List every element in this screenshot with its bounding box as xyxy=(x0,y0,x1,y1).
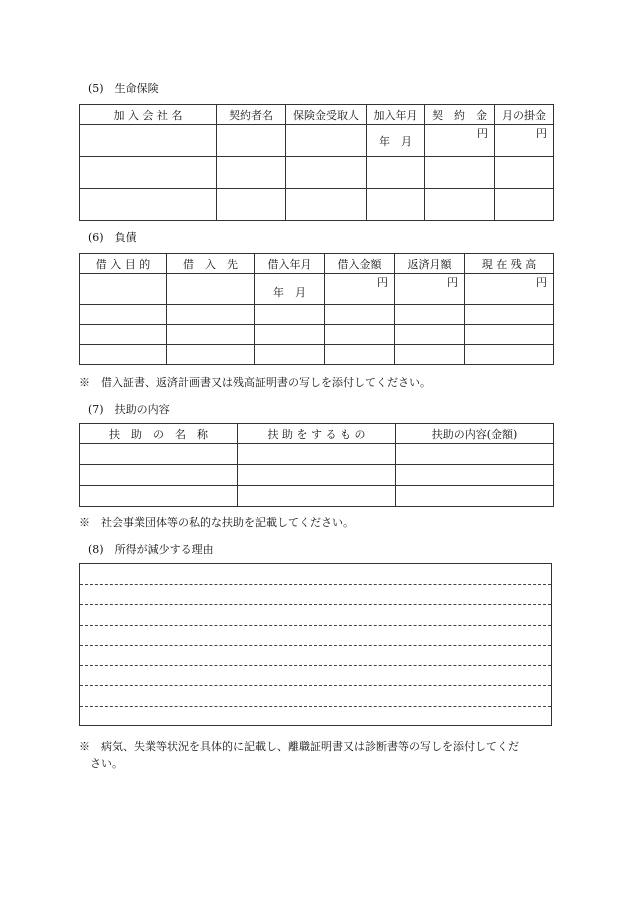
col-header-balance: 現 在 残 高 xyxy=(465,254,554,274)
cell-provider[interactable] xyxy=(238,465,396,486)
life-insurance-table xyxy=(79,104,554,221)
col-header-contractor: 契約者名 xyxy=(217,105,286,125)
col-header-contract-amount: 契 約 金 xyxy=(425,105,495,125)
assistance-table xyxy=(79,423,554,507)
cell-beneficiary[interactable] xyxy=(286,189,367,221)
cell-contractor[interactable] xyxy=(217,157,286,189)
cell-assistance-content[interactable] xyxy=(396,444,554,465)
cell-borrow-amount[interactable] xyxy=(325,325,395,345)
cell-borrow-date[interactable] xyxy=(255,325,325,345)
table-row xyxy=(80,486,554,507)
table-row xyxy=(80,157,554,189)
cell-beneficiary[interactable] xyxy=(286,157,367,189)
ruled-line xyxy=(80,645,551,646)
col-header-monthly-repayment: 返済月額 xyxy=(395,254,465,274)
section6-heading: (6) 負債 xyxy=(88,231,137,244)
cell-provider[interactable] xyxy=(238,444,396,465)
table-row xyxy=(80,465,554,486)
table-row xyxy=(80,325,554,345)
section8-heading: (8) 所得が減少する理由 xyxy=(88,543,214,556)
cell-company[interactable] xyxy=(80,189,217,221)
reason-text-area[interactable] xyxy=(79,563,552,726)
section7-note: ※ 社会事業団体等の私的な扶助を記載してください。 xyxy=(79,516,354,529)
cell-lender[interactable] xyxy=(167,345,255,365)
cell-monthly-premium[interactable] xyxy=(495,157,554,189)
col-header-borrow-date: 借入年月 xyxy=(255,254,325,274)
table-row xyxy=(80,345,554,365)
cell-assistance-name[interactable] xyxy=(80,444,238,465)
cell-contract-amount[interactable] xyxy=(425,157,495,189)
cell-monthly-repayment[interactable]: 円 xyxy=(395,274,465,305)
cell-borrow-amount[interactable]: 円 xyxy=(325,274,395,305)
cell-assistance-content[interactable] xyxy=(396,486,554,507)
cell-company[interactable] xyxy=(80,125,217,157)
cell-monthly-premium[interactable] xyxy=(495,189,554,221)
cell-monthly-premium[interactable]: 円 xyxy=(495,125,554,157)
cell-assistance-content[interactable] xyxy=(396,465,554,486)
cell-purpose[interactable] xyxy=(80,274,167,305)
cell-purpose[interactable] xyxy=(80,345,167,365)
ruled-line xyxy=(80,604,551,605)
section5-heading: (5) 生命保険 xyxy=(88,82,159,95)
cell-balance[interactable] xyxy=(465,325,554,345)
ruled-line xyxy=(80,665,551,666)
cell-contractor[interactable] xyxy=(217,189,286,221)
cell-contract-amount[interactable]: 円 xyxy=(425,125,495,157)
table-row xyxy=(80,189,554,221)
cell-borrow-date[interactable] xyxy=(255,345,325,365)
cell-balance[interactable] xyxy=(465,345,554,365)
table-row xyxy=(80,125,554,157)
cell-lender[interactable] xyxy=(167,274,255,305)
section8-note-line1: ※ 病気、失業等状況を具体的に記載し、離職証明書又は診断書等の写しを添付してくだ xyxy=(79,740,519,753)
cell-borrow-amount[interactable] xyxy=(325,345,395,365)
cell-join-date[interactable]: 年 月 xyxy=(367,125,425,157)
col-header-assistance-content: 扶助の内容(金額) xyxy=(396,424,554,444)
cell-join-date[interactable] xyxy=(367,189,425,221)
ruled-line xyxy=(80,685,551,686)
section6-note: ※ 借入証書、返済計画書又は残高証明書の写しを添付してください。 xyxy=(79,376,431,389)
cell-join-date[interactable] xyxy=(367,157,425,189)
table-row xyxy=(80,444,554,465)
col-header-assistance-name: 扶 助 の 名 称 xyxy=(80,424,238,444)
cell-borrow-amount[interactable] xyxy=(325,305,395,325)
section8-note-line2: さい。 xyxy=(79,757,123,770)
col-header-provider: 扶 助 を す る も の xyxy=(238,424,396,444)
cell-monthly-repayment[interactable] xyxy=(395,305,465,325)
col-header-borrow-amount: 借入金額 xyxy=(325,254,395,274)
cell-company[interactable] xyxy=(80,157,217,189)
section7-heading: (7) 扶助の内容 xyxy=(88,403,170,416)
ruled-line xyxy=(80,584,551,585)
col-header-lender: 借 入 先 xyxy=(167,254,255,274)
cell-contractor[interactable] xyxy=(217,125,286,157)
col-header-purpose: 借 入 目 的 xyxy=(80,254,167,274)
col-header-company: 加 入 会 社 名 xyxy=(80,105,217,125)
debt-table xyxy=(79,253,554,365)
cell-provider[interactable] xyxy=(238,486,396,507)
cell-purpose[interactable] xyxy=(80,325,167,345)
cell-assistance-name[interactable] xyxy=(80,465,238,486)
cell-beneficiary[interactable] xyxy=(286,125,367,157)
cell-borrow-date[interactable]: 年 月 xyxy=(255,274,325,305)
cell-purpose[interactable] xyxy=(80,305,167,325)
table-row xyxy=(80,274,554,305)
cell-balance[interactable] xyxy=(465,305,554,325)
col-header-join-date: 加入年月 xyxy=(367,105,425,125)
cell-lender[interactable] xyxy=(167,305,255,325)
cell-contract-amount[interactable] xyxy=(425,189,495,221)
col-header-beneficiary: 保険金受取人 xyxy=(286,105,367,125)
col-header-monthly-premium: 月の掛金 xyxy=(495,105,554,125)
cell-assistance-name[interactable] xyxy=(80,486,238,507)
cell-balance[interactable]: 円 xyxy=(465,274,554,305)
cell-monthly-repayment[interactable] xyxy=(395,345,465,365)
cell-lender[interactable] xyxy=(167,325,255,345)
cell-borrow-date[interactable] xyxy=(255,305,325,325)
ruled-line xyxy=(80,706,551,707)
table-row xyxy=(80,305,554,325)
cell-monthly-repayment[interactable] xyxy=(395,325,465,345)
ruled-line xyxy=(80,625,551,626)
